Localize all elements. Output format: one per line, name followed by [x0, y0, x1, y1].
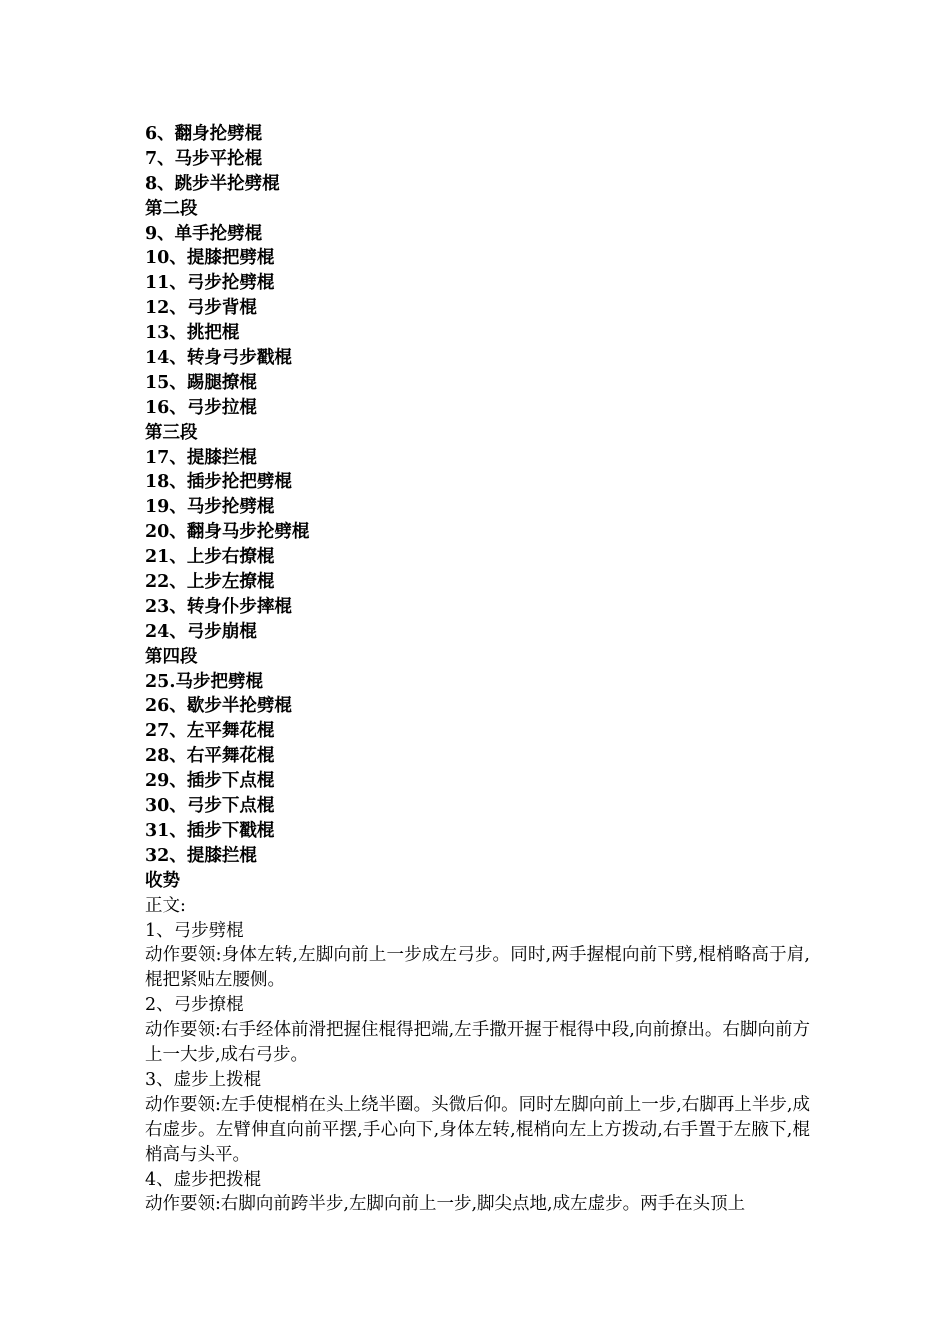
- outline-item: 19、马步抡劈棍: [145, 497, 275, 518]
- outline-item: 11、弓步抡劈棍: [145, 273, 275, 294]
- outline-item: 26、歇步半抡劈棍: [145, 696, 292, 717]
- section-heading: 第四段: [145, 646, 198, 667]
- outline-item: 21、上步右撩棍: [145, 547, 275, 568]
- outline-item: 30、弓步下点棍: [145, 796, 275, 817]
- movement-title: 2、弓步撩棍: [145, 995, 244, 1016]
- movement-title: 4、虚步把拨棍: [145, 1169, 262, 1190]
- movement-description: 动作要领:右脚向前跨半步,左脚向前上一步,脚尖点地,成左虚步。两手在头顶上: [145, 1194, 746, 1215]
- section-heading: 第二段: [145, 198, 198, 219]
- movement-title: 3、虚步上拨棍: [145, 1069, 262, 1090]
- outline-item: 16、弓步拉棍: [145, 397, 257, 418]
- movement-description: 动作要领:右手经体前滑把握住棍得把端,左手撒开握于棍得中段,向前撩出。右脚向前方上一大步,成右弓步。: [145, 1020, 810, 1066]
- movement-description: 动作要领:左手使棍梢在头上绕半圈。头微后仰。同时左脚向前上一步,右脚再上半步,成右虚步。左臂伸直向前平摆,手心向下,身体左转,棍梢向左上方拨动,右手置于左腋下,棍梢高与头平。: [145, 1094, 810, 1165]
- outline-item: 22、上步左撩棍: [145, 572, 275, 593]
- outline-item: 13、挑把棍: [145, 323, 240, 344]
- outline-item: 24、弓步崩棍: [145, 621, 257, 642]
- outline-item: 12、弓步背棍: [145, 298, 257, 319]
- movement-description: 动作要领:身体左转,左脚向前上一步成左弓步。同时,两手握棍向前下劈,棍梢略高于肩,棍把紧贴左腰侧。: [145, 945, 810, 991]
- outline-item: 31、插步下戳棍: [145, 820, 275, 841]
- outline-item: 28、右平舞花棍: [145, 746, 275, 767]
- movement-title: 1、弓步劈棍: [145, 920, 244, 941]
- form-outline-list: [145, 122, 810, 894]
- outline-item: 32、提膝拦棍: [145, 845, 257, 866]
- outline-item: 25.马步把劈棍: [145, 671, 263, 692]
- outline-item: 23、转身仆步摔棍: [145, 596, 292, 617]
- outline-item: 6、翻身抡劈棍: [145, 124, 263, 144]
- closing-heading: 收势: [145, 870, 180, 891]
- outline-item: 7、马步平抡棍: [145, 148, 263, 169]
- outline-item: 18、插步抡把劈棍: [145, 472, 292, 493]
- outline-item: 27、左平舞花棍: [145, 721, 275, 742]
- outline-item: 8、跳步半抡劈棍: [145, 173, 280, 194]
- section-heading: 第三段: [145, 422, 198, 443]
- outline-item: 20、翻身马步抡劈棍: [145, 522, 310, 543]
- outline-item: 9、单手抡劈棍: [145, 223, 263, 244]
- main-text: [145, 894, 810, 1218]
- outline-item: 15、踢腿撩棍: [145, 372, 257, 393]
- outline-item: 29、插步下点棍: [145, 771, 275, 792]
- outline-item: 17、提膝拦棍: [145, 447, 257, 468]
- outline-item: 14、转身弓步戳棍: [145, 348, 292, 369]
- document-page: [145, 122, 810, 1217]
- main-text-label: 正文:: [145, 895, 186, 916]
- outline-item: 10、提膝把劈棍: [145, 248, 275, 269]
